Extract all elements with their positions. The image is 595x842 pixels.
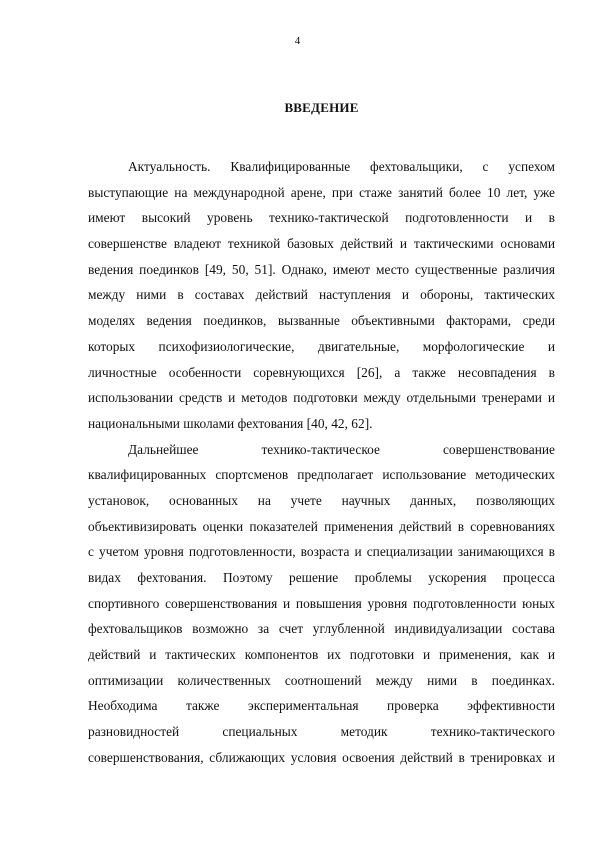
text-line: Необходима также экспериментальная проверка эффективности <box>88 698 555 714</box>
text-line: которых психофизиологические, двигательные, морфологические и <box>88 338 555 354</box>
text-line: оптимизации количественных соотношений между ними в поединках. <box>88 672 555 688</box>
text-line: спортивного совершенствования и повышения уровня подготовленности юных <box>88 595 555 611</box>
text-line: моделях ведения поединков, вызванные объективными факторами, среди <box>88 313 555 329</box>
paragraph-improvement <box>88 437 555 771</box>
text-line: действий и тактических компонентов их подготовки и применения, как и <box>88 647 555 663</box>
paragraph-actuality <box>88 154 555 437</box>
text-line: личностные особенности соревнующихся [26], а также несовпадения в <box>88 364 555 380</box>
text-line: совершенстве владеют техникой базовых действий и тактическими основами <box>88 236 555 252</box>
text-line: использовании средств и методов подготовки между отдельными тренерами и <box>88 390 555 406</box>
text-line: Дальнейшее технико-тактическое совершенствование <box>128 441 555 457</box>
text-line: ведения поединков [49, 50, 51]. Однако, имеют место существенные различия <box>88 261 555 277</box>
text-line: совершенствования, сближающих условия освоения действий в тренировках и <box>88 749 555 765</box>
text-line: фехтовальщиков возможно за счет углубленной индивидуализации состава <box>88 621 555 637</box>
text-line: квалифицированных спортсменов предполагает использование методических <box>88 467 555 483</box>
text-line: видах фехтования. Поэтому решение проблемы ускорения процесса <box>88 570 555 585</box>
page-title: ВВЕДЕНИЕ <box>284 100 359 115</box>
text-line: между ними в составах действий наступления и обороны, тактических <box>88 287 555 303</box>
document-body <box>88 154 555 771</box>
text-line: имеют высокий уровень технико-тактической подготовленности и в <box>88 210 555 226</box>
text-line: национальными школами фехтования [40, 42, 62]. <box>88 415 373 431</box>
text-line: объективизировать оценки показателей применения действий в соревнованиях <box>88 518 555 534</box>
text-line: разновидностей специальных методик технико-тактического <box>88 724 555 740</box>
text-line: с учетом уровня подготовленности, возраста и специализации занимающихся в <box>88 544 555 560</box>
page-number: 4 <box>294 35 301 47</box>
text-line: установок, основанных на учете научных данных, позволяющих <box>88 492 555 508</box>
text-line: Актуальность. Квалифицированные фехтовальщики, с успехом <box>128 159 555 174</box>
text-line: выступающие на международной арене, при стаже занятий более 10 лет, уже <box>88 184 555 200</box>
